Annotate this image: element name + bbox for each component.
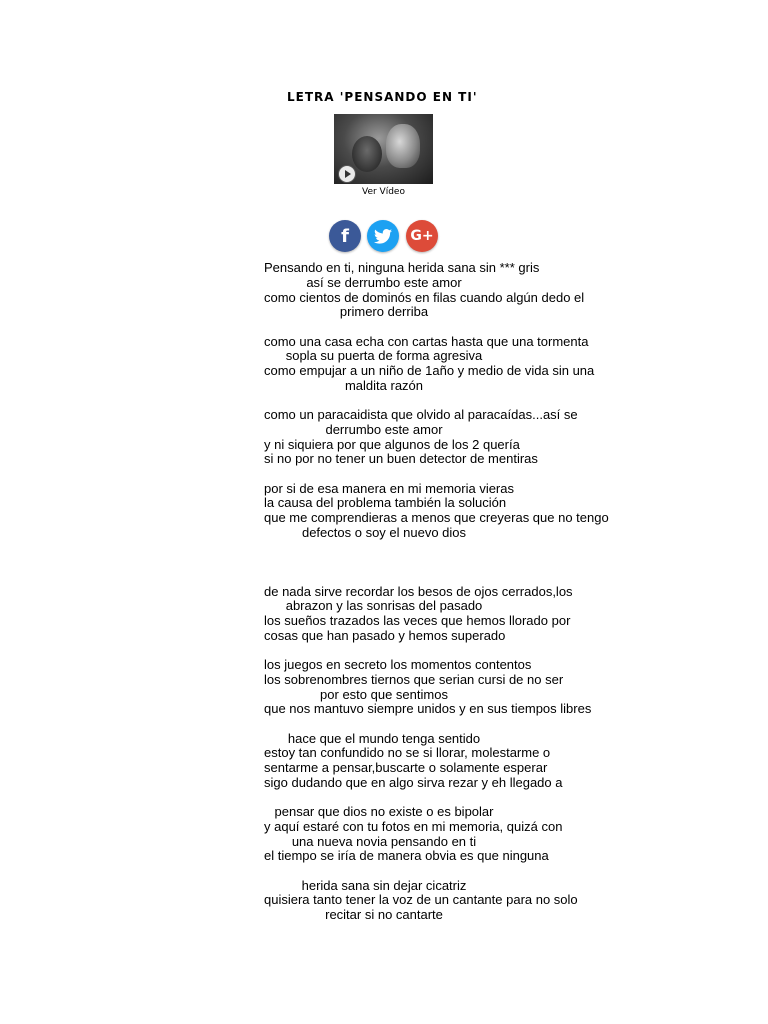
stanza xyxy=(264,730,563,791)
stanza xyxy=(264,657,592,717)
stanza xyxy=(264,260,585,320)
twitter-icon xyxy=(374,229,392,244)
lyric-line: los juegos en secreto los momentos contentos xyxy=(264,657,532,672)
lyric-line: Pensando en ti, ninguna herida sana sin *** gris xyxy=(264,260,540,275)
lyric-line: que nos mantuvo siempre unidos y en sus tiempos libres xyxy=(264,701,592,717)
stanza xyxy=(264,877,578,923)
lyric-line: como cientos de dominós en filas cuando algún dedo el xyxy=(264,289,585,305)
lyric-line: los sueños trazados las veces que hemos llorado por xyxy=(264,613,571,628)
lyric-line: cosas que han pasado y hemos superado xyxy=(264,627,506,643)
lyric-line: de nada sirve recordar los besos de ojos cerrados,los xyxy=(264,583,573,599)
lyric-line: como empujar a un niño de 1año y medio de vida sin una xyxy=(264,363,595,378)
video-frame-figure xyxy=(352,136,382,172)
facebook-icon: f xyxy=(341,225,349,247)
video-frame-figure xyxy=(386,124,420,168)
lyric-line: como un paracaidista que olvido al paracaídas...así se xyxy=(264,407,578,422)
lyric-line: los sobrenombres tiernos que serian cursi de no ser xyxy=(264,671,564,687)
twitter-share-button[interactable] xyxy=(367,220,399,252)
lyric-line: herida sana sin dejar cicatriz xyxy=(301,877,467,893)
stanza xyxy=(264,480,609,541)
lyric-line: abrazon y las sonrisas del pasado xyxy=(285,598,483,614)
facebook-share-button[interactable] xyxy=(329,220,361,252)
lyric-line: que me comprendieras a menos que creyeras que no tengo xyxy=(264,510,609,525)
lyric-line: quisiera tanto tener la voz de un cantante para no solo xyxy=(264,892,578,908)
lyrics-title: LETRA 'PENSANDO EN TI' xyxy=(287,90,478,104)
lyric-line: por si de esa manera en mi memoria vieras xyxy=(264,480,514,496)
lyric-line: defectos o soy el nuevo dios xyxy=(301,524,467,540)
stanza xyxy=(264,407,578,467)
lyric-line: primero derriba xyxy=(339,304,429,320)
lyric-line: sopla su puerta de forma agresiva xyxy=(285,348,483,364)
stanza xyxy=(264,583,573,644)
lyric-line: y ni siquiera por que algunos de los 2 quería xyxy=(264,436,520,452)
lyric-line: hace que el mundo tenga sentido xyxy=(287,730,481,746)
googleplus-share-button[interactable] xyxy=(406,220,438,252)
lyric-line: maldita razón xyxy=(344,377,424,393)
lyric-line: derrumbo este amor xyxy=(325,421,443,437)
stanza xyxy=(264,804,563,864)
lyric-line: pensar que dios no existe o es bipolar xyxy=(274,804,494,819)
play-icon[interactable] xyxy=(338,165,356,183)
lyric-line: si no por no tener un buen detector de mentiras xyxy=(264,451,538,467)
video-thumbnail[interactable] xyxy=(334,114,433,184)
lyric-line: como una casa echa con cartas hasta que una tormenta xyxy=(264,333,589,349)
lyric-line: el tiempo se iría de manera obvia es que ninguna xyxy=(264,848,549,864)
stanza xyxy=(264,333,595,394)
lyric-line: y aquí estaré con tu fotos en mi memoria, quizá con xyxy=(264,818,563,834)
lyric-line: sigo dudando que en algo sirva rezar y eh llegado a xyxy=(264,774,563,790)
googleplus-icon: G+ xyxy=(410,228,434,244)
lyric-line: por esto que sentimos xyxy=(320,686,448,702)
lyric-line: así se derrumbo este amor xyxy=(306,274,462,290)
lyric-line: una nueva novia pensando en ti xyxy=(291,833,477,849)
lyric-line: recitar si no cantarte xyxy=(325,907,443,922)
lyric-line: estoy tan confundido no se si llorar, molestarme o xyxy=(264,745,551,761)
video-caption-link[interactable]: Ver Vídeo xyxy=(362,187,405,197)
lyric-line: sentarme a pensar,buscarte o solamente esperar xyxy=(264,760,548,775)
lyric-line: la causa del problema también la solución xyxy=(264,495,507,511)
lyrics-body xyxy=(264,260,609,937)
